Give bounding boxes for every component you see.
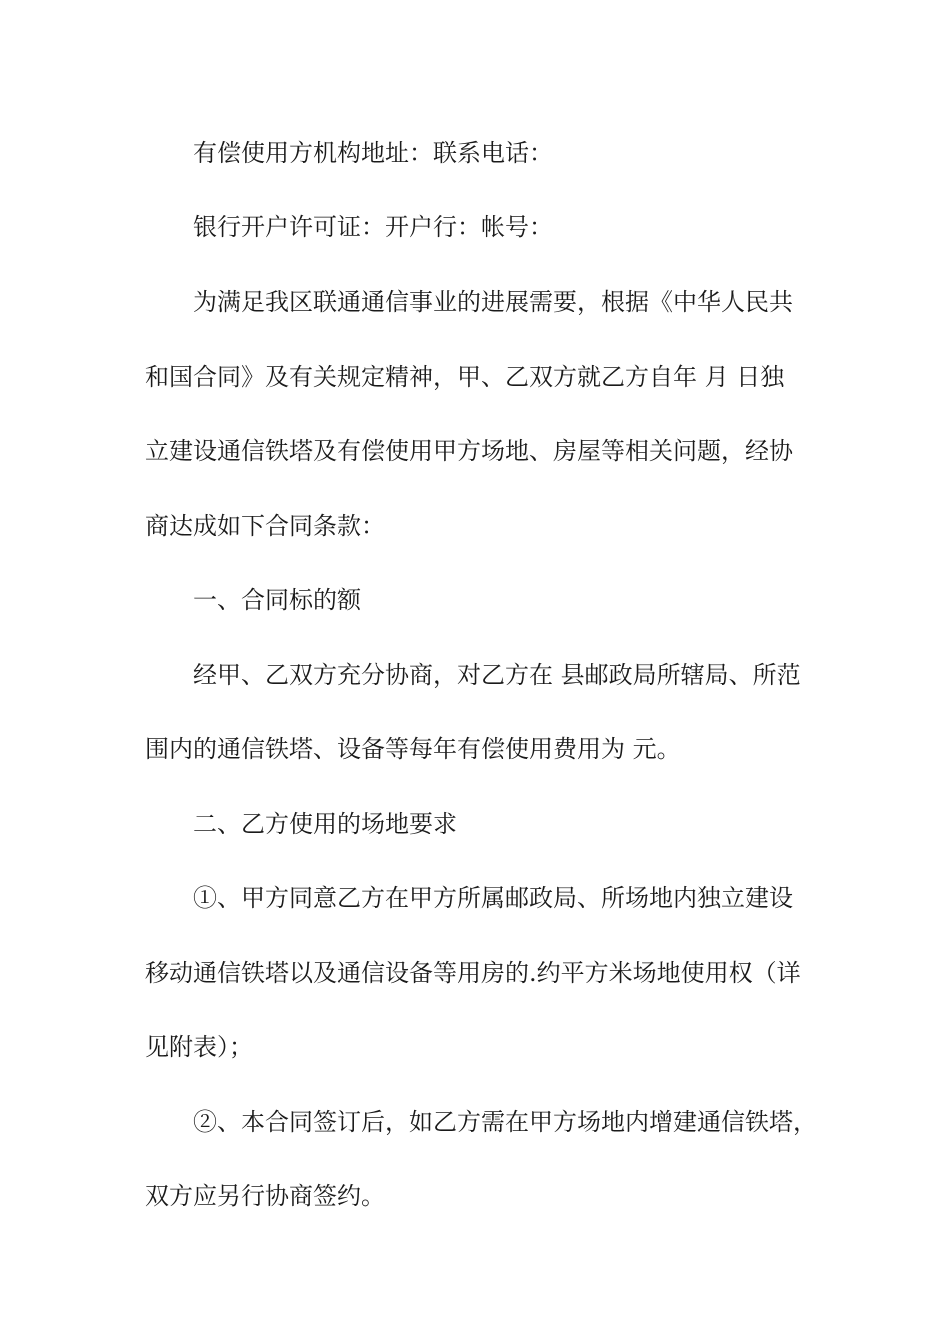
paragraph-line: 商达成如下合同条款： <box>145 512 385 540</box>
paragraph-line: 移动通信铁塔以及通信设备等用房的.约平方米场地使用权（详 <box>145 959 801 987</box>
paragraph-line: 经甲、乙双方充分协商，对乙方在 县邮政局所辖局、所范 <box>193 661 801 689</box>
paragraph-line: 双方应另行协商签约。 <box>145 1182 385 1210</box>
section-heading: 二、乙方使用的场地要求 <box>193 810 457 838</box>
paragraph-line: 围内的通信铁塔、设备等每年有偿使用费用为 元。 <box>145 735 681 763</box>
paragraph-line: 和国合同》及有关规定精神，甲、乙双方就乙方自年 月 日独 <box>145 363 785 391</box>
paragraph-line: 见附表）； <box>145 1033 253 1061</box>
paragraph-line: ②、本合同签订后，如乙方需在甲方场地内增建通信铁塔， <box>193 1108 817 1136</box>
paragraph-line: 为满足我区联通通信事业的进展需要，根据《中华人民共 <box>193 288 793 316</box>
paragraph-line: 有偿使用方机构地址：联系电话： <box>193 139 553 167</box>
paragraph-line: 立建设通信铁塔及有偿使用甲方场地、房屋等相关问题，经协 <box>145 437 793 465</box>
section-heading: 一、合同标的额 <box>193 586 361 614</box>
paragraph-line: 银行开户许可证：开户行：帐号： <box>193 213 553 241</box>
paragraph-line: ①、甲方同意乙方在甲方所属邮政局、所场地内独立建设 <box>193 884 793 912</box>
